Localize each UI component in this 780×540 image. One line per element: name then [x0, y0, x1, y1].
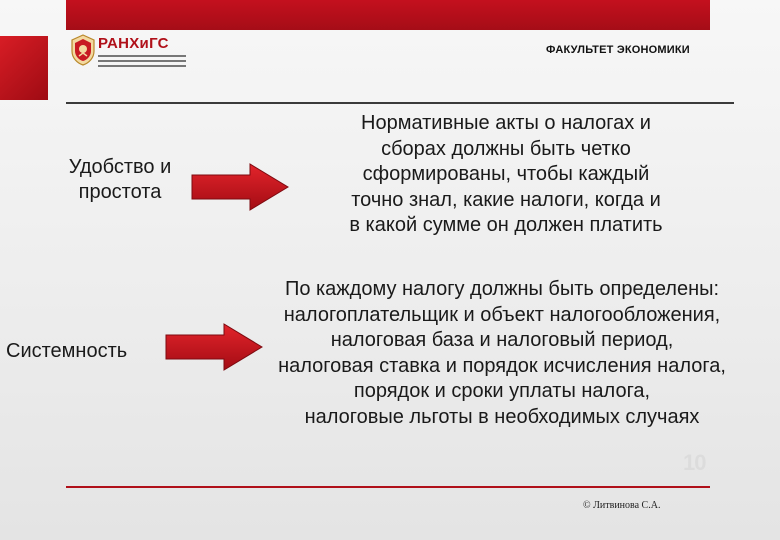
- logo-subtitle-lines: [98, 55, 186, 70]
- arrow-right-icon: [190, 162, 290, 212]
- description-line: По каждому налогу должны быть определены:: [284, 278, 720, 300]
- description-line: налоговая база и налоговый период,: [330, 329, 674, 351]
- footer-divider: [66, 486, 710, 488]
- description-line: налогоплательщик и объект налогообложения,: [283, 303, 721, 326]
- copyright-text: © Литвинова С.А.: [583, 500, 661, 511]
- term-line: простота: [78, 181, 162, 203]
- term-line: Удобство и: [68, 156, 172, 178]
- header-divider: [66, 102, 734, 104]
- description-line: налоговая ставка и порядок исчисления налога,: [278, 354, 726, 377]
- principle-term-convenience: [40, 155, 200, 205]
- description-line: сборах должны быть четко: [381, 137, 631, 160]
- description-line: порядок и сроки уплаты налога,: [353, 380, 651, 402]
- ranepa-logo: [70, 34, 190, 68]
- description-line: точно знал, какие налоги, когда и: [351, 188, 661, 211]
- logo-name: РАНХиГС: [98, 35, 169, 52]
- faculty-title: ФАКУЛЬТЕТ ЭКОНОМИКИ: [546, 44, 690, 56]
- header-red-bar: [66, 0, 710, 30]
- principle-description-convenience: [296, 111, 716, 239]
- ranepa-emblem-icon: [70, 34, 96, 66]
- principle-term-systemic: [0, 339, 166, 364]
- description-line: Нормативные акты о налогах и: [361, 112, 651, 134]
- left-accent-tab: [0, 36, 48, 100]
- description-line: в какой сумме он должен платить: [349, 214, 663, 236]
- principle-description-systemic: [224, 277, 780, 430]
- page-number: 10: [683, 450, 706, 475]
- description-line: сформированы, чтобы каждый: [362, 163, 650, 185]
- term-line: Системность: [6, 340, 128, 362]
- description-line: налоговые льготы в необходимых случаях: [304, 405, 700, 428]
